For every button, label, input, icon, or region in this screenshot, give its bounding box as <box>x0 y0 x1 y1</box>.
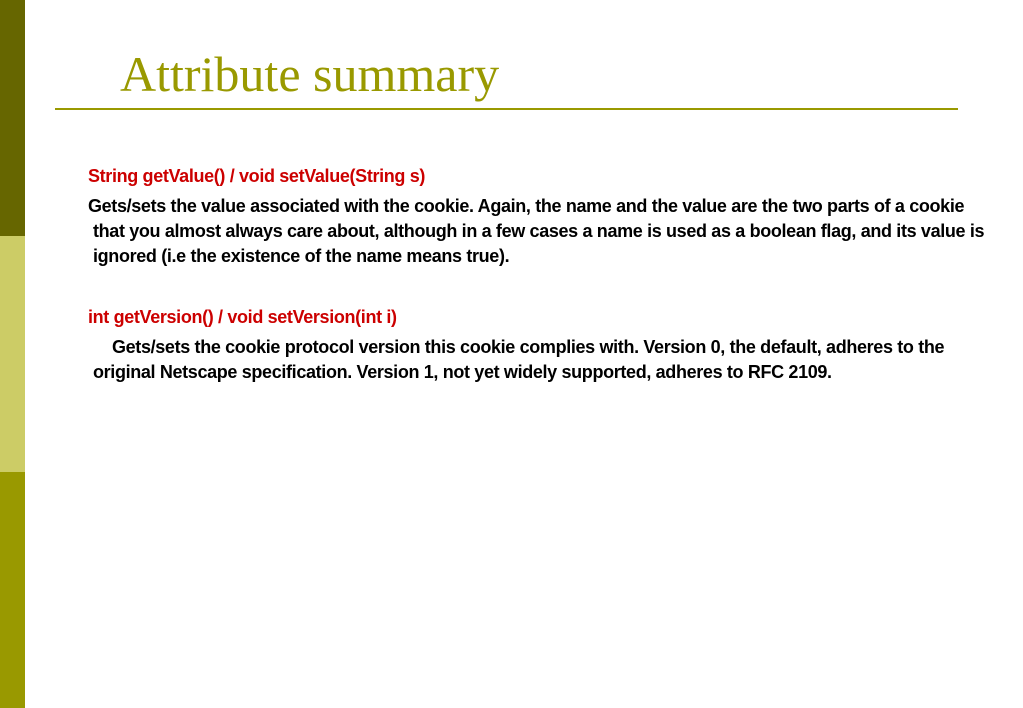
method-description: Gets/sets the cookie protocol version this cookie complies with. Version 0, the default, adheres to the original Netscape specification. Version 1, not yet widely supported, adheres to RFC 2109. <box>93 337 945 382</box>
side-bar-top-segment <box>0 0 25 236</box>
attribute-entry-version <box>88 305 988 385</box>
side-bar-middle-segment <box>0 236 25 472</box>
attribute-entry-value <box>88 164 988 269</box>
method-signature: String getValue() / void setValue(String s) <box>88 166 426 186</box>
slide-side-bar <box>0 0 25 708</box>
title-underline-rule <box>55 108 958 110</box>
slide-title: Attribute summary <box>120 46 500 102</box>
slide-content <box>88 164 988 385</box>
side-bar-bottom-segment <box>0 472 25 708</box>
method-description: Gets/sets the value associated with the cookie. Again, the name and the value are the two parts of a cookie that you almost always care about, although in a few cases a name is used as a boolean flag, and its value is ignored (i.e the existence of the name means true). <box>88 196 985 266</box>
method-signature: int getVersion() / void setVersion(int i) <box>88 307 397 327</box>
